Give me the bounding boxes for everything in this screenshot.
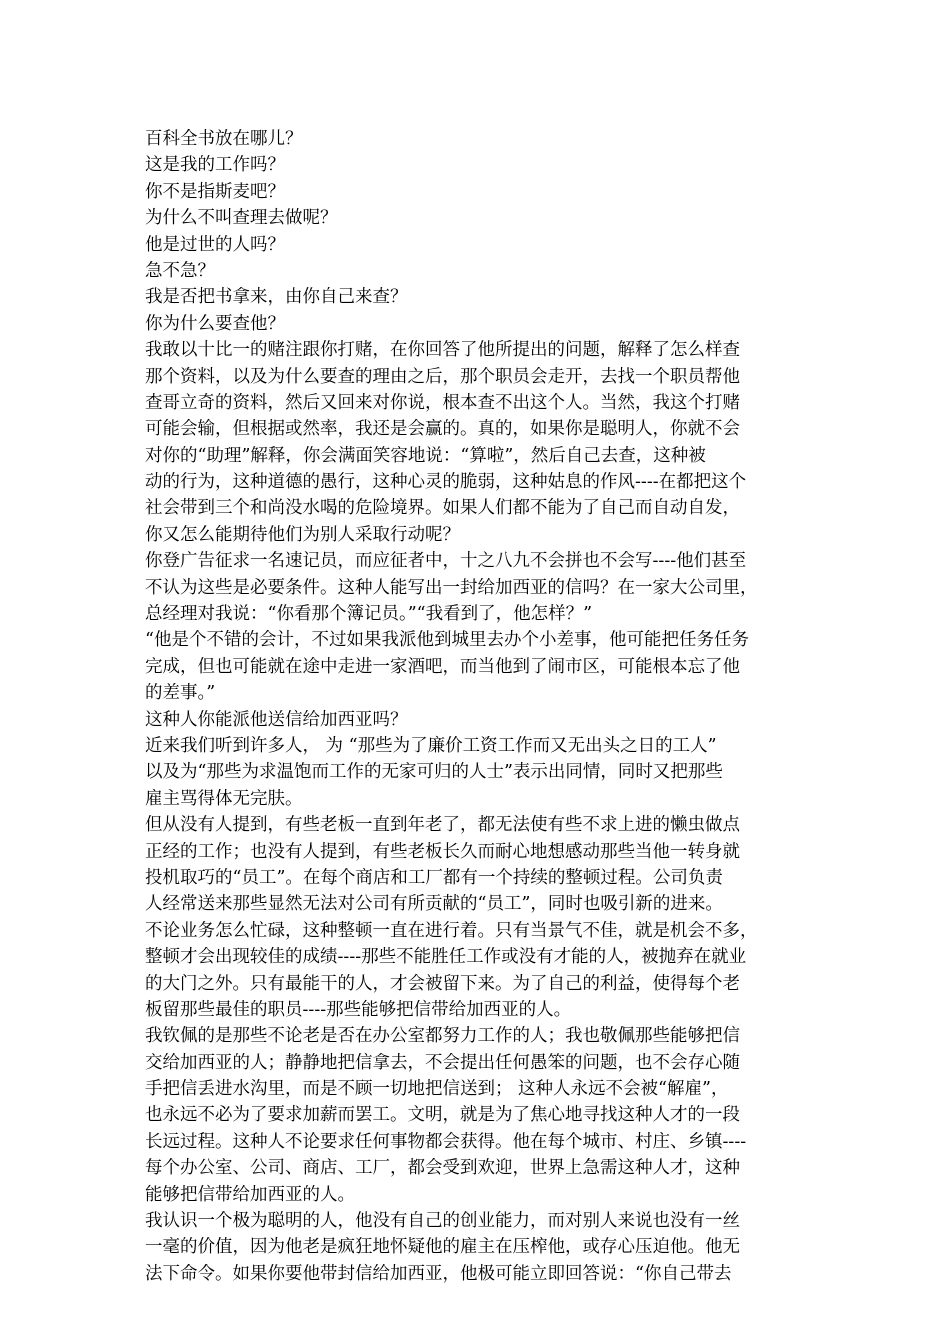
text-line: 雇主骂得体无完肤。 (145, 788, 303, 809)
text-line: 急不急？ (145, 260, 215, 281)
text-line: 一毫的价值，因为他老是疯狂地怀疑他的雇主在压榨他，或存心压迫他。他无 (145, 1237, 740, 1258)
text-line: 手把信丢进水沟里，而是不顾一切地把信送到； 这种人永远不会被“解雇”， (145, 1079, 729, 1100)
text-line: 以及为“那些为求温饱而工作的无家可归的人士”表示出同情，同时又把那些 (145, 762, 723, 783)
text-line: 板留那些最佳的职员----那些能够把信带给加西亚的人。 (145, 999, 572, 1020)
text-line: 这种人你能派他送信给加西亚吗？ (145, 709, 408, 730)
text-line: 但从没有人提到，有些老板一直到年老了，都无法使有些不求上进的懒虫做点 (145, 815, 740, 836)
text-line: 完成，但也可能就在途中走进一家酒吧，而当他到了闹市区，可能根本忘了他 (145, 656, 740, 677)
text-line: 你为什么要查他？ (145, 313, 285, 334)
document-body (145, 126, 813, 1287)
text-line: 对你的“助理”解释，你会满面笑容地说：“算啦”，然后自己去查，这种被 (145, 445, 706, 466)
text-line: 我敢以十比一的赌注跟你打赌，在你回答了他所提出的问题，解释了怎么样查 (145, 340, 740, 361)
text-line: 人经常送来那些显然无法对公司有所贡献的“员工”，同时也吸引新的进来。 (145, 894, 723, 915)
text-line: 近来我们听到许多人， 为 “那些为了廉价工资工作而又无出头之日的工人” (145, 735, 717, 756)
text-line: “他是个不错的会计，不过如果我派他到城里去办个小差事，他可能把任务任务 (145, 630, 749, 651)
text-line: 你不是指斯麦吧？ (145, 181, 285, 202)
text-line: 百科全书放在哪儿？ (145, 129, 303, 149)
text-line: 我认识一个极为聪明的人，他没有自己的创业能力，而对别人来说也没有一丝 (145, 1211, 740, 1232)
text-line: 你登广告征求一名速记员，而应征者中，十之八九不会拼也不会写----他们甚至 (145, 551, 747, 572)
text-line: 不论业务怎么忙碌，这种整顿一直在进行着。只有当景气不佳，就是机会不多， (145, 920, 758, 941)
text-line: 我是否把书拿来，由你自己来查？ (145, 287, 408, 308)
text-line: 为什么不叫查理去做呢？ (145, 208, 338, 229)
text-line: 社会带到三个和尚没水喝的危险境界。如果人们都不能为了自己而自动自发， (145, 498, 740, 519)
text-line: 正经的工作；也没有人提到，有些老板长久而耐心地想感动那些当他一转身就 (145, 841, 740, 862)
text-line: 他是过世的人吗？ (145, 234, 285, 255)
text-line: 也永远不必为了要求加薪而罢工。文明，就是为了焦心地寻找这种人才的一段 (145, 1105, 740, 1126)
text-line: 每个办公室、公司、商店、工厂，都会受到欢迎，世界上急需这种人才，这种 (145, 1158, 740, 1179)
text-line: 可能会输，但根据或然率，我还是会赢的。真的，如果你是聪明人，你就不会 (145, 419, 740, 440)
text-line: 的大门之外。只有最能干的人，才会被留下来。为了自己的利益，使得每个老 (145, 973, 740, 994)
text-line: 长远过程。这种人不论要求任何事物都会获得。他在每个城市、村庄、乡镇---- (145, 1131, 747, 1152)
text-line: 整顿才会出现较佳的成绩----那些不能胜任工作或没有才能的人，被抛弃在就业 (145, 947, 747, 968)
text-line: 你又怎么能期待他们为别人采取行动呢？ (145, 524, 460, 545)
text-line: 的差事。” (145, 683, 216, 704)
text-line: 能够把信带给加西亚的人。 (145, 1184, 355, 1205)
text-line: 动的行为，这种道德的愚行，这种心灵的脆弱，这种姑息的作风----在都把这个 (145, 472, 747, 493)
text-line: 交给加西亚的人；静静地把信拿去，不会提出任何愚笨的问题，也不会存心随 (145, 1052, 740, 1073)
text-line: 不认为这些是必要条件。这种人能写出一封给加西亚的信吗？在一家大公司里， (145, 577, 758, 598)
text-line: 那个资料，以及为什么要查的理由之后，那个职员会走开，去找一个职员帮他 (145, 366, 740, 387)
text-line: 我钦佩的是那些不论老是否在办公室都努力工作的人；我也敬佩那些能够把信 (145, 1026, 740, 1047)
text-line: 这是我的工作吗？ (145, 155, 285, 176)
text-line: 总经理对我说：“你看那个簿记员。”“我看到了，他怎样？” (145, 604, 593, 625)
text-line: 法下命令。如果你要他带封信给加西亚，他极可能立即回答说：“你自己带去 (145, 1263, 732, 1284)
text-line: 投机取巧的“员工”。在每个商店和工厂都有一个持续的整顿过程。公司负责 (145, 867, 723, 888)
text-line: 查哥立奇的资料，然后又回来对你说，根本查不出这个人。当然，我这个打赌 (145, 392, 740, 413)
